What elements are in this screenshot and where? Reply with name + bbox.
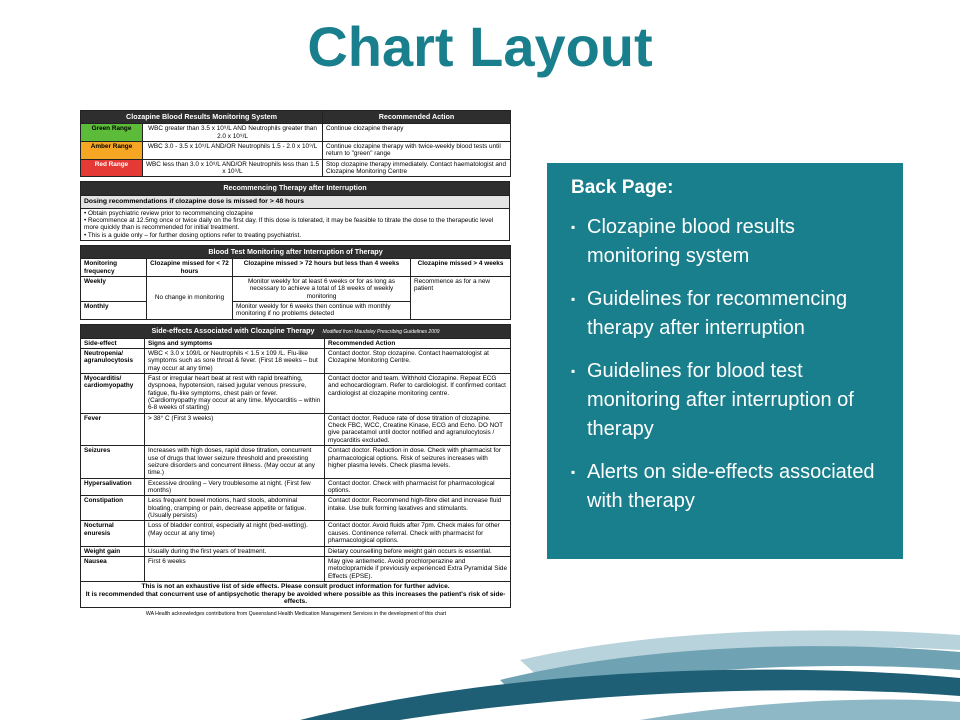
red-range-criteria: WBC less than 3.0 x 10⁹/L AND/OR Neutrophils less than 1.5 x 10⁹/L [143, 159, 323, 177]
red-range-label: Red Range [81, 159, 143, 177]
side-effect-action: Contact doctor. Reduce rate of dose titration of clozapine. Check FBC, WCC, Creatine Kinase, ECG and Echo. DO NOT give paracetamol until doctor notified and agranulocytosis / myocarditis excluded. [325, 413, 511, 445]
list-item-text: Guidelines for recommencing therapy after interruption [587, 288, 848, 339]
side-effects-header [81, 324, 511, 338]
side-effect-name: Nocturnal enuresis [81, 521, 145, 546]
list-item-text: Clozapine blood results monitoring system [587, 216, 795, 267]
side-effect-action: Contact doctor. Recommend high-fibre diet and increase fluid intake. Use bulk forming laxatives and stimulants. [325, 496, 511, 521]
square-bullet-icon: ▪ [571, 292, 576, 306]
red-range-action: Stop clozapine therapy immediately. Contact haematologist and Clozapine Monitoring Centre [323, 159, 511, 177]
green-range-action: Continue clozapine therapy [323, 124, 511, 142]
missed-over-4w-header: Clozapine missed > 4 weeks [411, 259, 511, 277]
amber-range-criteria: WBC 3.0 - 3.5 x 10⁹/L AND/OR Neutrophils 1.5 - 2.0 x 10⁹/L [143, 142, 323, 160]
acknowledgement: WA Health acknowledges contributions from Queensland Health Medication Management Services in the development of this chart [145, 610, 447, 617]
side-effect-signs: > 38° C (First 3 weeks) [145, 413, 325, 445]
table-row [81, 556, 511, 581]
side-effect-signs: First 6 weeks [145, 556, 325, 581]
panel-heading: Back Page: [571, 177, 674, 198]
list-item-text: Guidelines for blood test monitoring after interruption of therapy [587, 360, 854, 440]
green-range-label: Green Range [81, 124, 143, 142]
decorative-swoosh [0, 600, 960, 720]
table-row [81, 348, 511, 373]
side-effect-name: Seizures [81, 446, 145, 478]
side-effect-action: Contact doctor. Check with pharmacist for pharmacological options. [325, 478, 511, 496]
table-row [81, 496, 511, 521]
side-effect-name: Hypersalivation [81, 478, 145, 496]
side-effect-action: Dietary counselling before weight gain occurs is essential. [325, 546, 511, 556]
list-item [571, 357, 887, 444]
side-effect-signs: Excessive drooling – Very troublesome at night. (First few months) [145, 478, 325, 496]
table-row [81, 546, 511, 556]
side-effects-source-note: Modified from Maudsley Prescribing Guidelines 2009 [322, 328, 440, 335]
green-range-row [81, 124, 511, 142]
chart-layout-sheet [80, 110, 512, 680]
list-item-text: Alerts on side-effects associated with therapy [587, 461, 875, 512]
weekly-monitoring-cell: Monitor weekly for at least 6 weeks or for as long as necessary to achieve a total of 18 weeks of weekly monitoring [233, 276, 411, 301]
side-effect-name: Fever [81, 413, 145, 445]
side-effect-action: Contact doctor and team. Withhold Clozapine. Repeat ECG and echocardiogram. Refer to cardiologist. If confirmed contact cardiologist at clozapine monitoring centre. [325, 373, 511, 413]
square-bullet-icon: ▪ [571, 364, 576, 378]
signs-symptoms-col-header: Signs and symptoms [145, 338, 325, 348]
monthly-monitoring-cell: Monitor weekly for 6 weeks then continue with monthly monitoring if no problems detected [233, 302, 411, 320]
recommencing-bullet: • Recommence at 12.5mg once or twice daily on the first day. If this dose is tolerated, it may be feasible to titrate the dose to the therapeutic level more quickly than is recommended for initial treatment. [84, 217, 506, 232]
disclaimer-line: It is recommended that concurrent use of antipsychotic therapy be avoided where possible as this increases the patient's risk of side-effects. [85, 590, 506, 606]
missed-under-72h-header: Clozapine missed for < 72 hours [147, 259, 233, 277]
square-bullet-icon: ▪ [571, 220, 576, 234]
list-item [571, 213, 887, 271]
side-effect-signs: Less frequent bowel motions, hard stools, abdominal bloating, cramping or pain, decrease appetite or fatigue. (Usually persists) [145, 496, 325, 521]
recommencing-bullet: • Obtain psychiatric review prior to recommencing clozapine [84, 210, 506, 217]
blood-results-header: Clozapine Blood Results Monitoring System [81, 111, 323, 124]
disclaimer-line: This is not an exhaustive list of side effects. Please consult product information for further advice. [141, 582, 450, 590]
recommencing-bullet: • This is a guide only – for further dosing options refer to treating psychiatrist. [84, 232, 506, 239]
monitoring-frequency-header: Monitoring frequency [81, 259, 147, 277]
blood-results-table [80, 110, 511, 177]
amber-range-row [81, 142, 511, 160]
recommencing-subheader: Dosing recommendations if clozapine dose is missed for > 48 hours [81, 195, 510, 208]
recommencing-therapy-table [80, 181, 510, 241]
side-effect-signs: Increases with high doses, rapid dose titration, concurrent use of drugs that lower seizure threshold and preexisting seizure disorders and concurrent illness. (May occur at any time.) [145, 446, 325, 478]
table-row [81, 413, 511, 445]
side-effect-action: Contact doctor. Stop clozapine. Contact haematologist at Clozapine Monitoring Centre. [325, 348, 511, 373]
swoosh-band-bottom [640, 699, 960, 720]
table-row [81, 478, 511, 496]
side-effect-signs: Fast or irregular heart beat at rest with rapid breathing, dyspnoea, hypotension, raised jugular venous pressure, fatigue, flu-like symptoms, chest pain or fever. (Cardiomyopathy may occur at any time. Myocarditis – within 6-8 weeks of starting) [145, 373, 325, 413]
recommended-action-col-header: Recommended Action [325, 338, 511, 348]
no-change-cell: No change in monitoring [147, 276, 233, 319]
green-range-criteria: WBC greater than 3.5 x 10⁹/L AND Neutrophils greater than 2.0 x 10⁹/L [143, 124, 323, 142]
blood-test-header: Blood Test Monitoring after Interruption of Therapy [81, 245, 511, 258]
side-effect-action: Contact doctor. Reduction in dose. Check with pharmacist for pharmacological options. Risk of seizures increases with higher plasma levels. Check plasma levels. [325, 446, 511, 478]
side-effect-signs: Usually during the first years of treatment. [145, 546, 325, 556]
side-effect-signs: Loss of bladder control, especially at night (bed-wetting). (May occur at any time) [145, 521, 325, 546]
side-effects-title: Side-effects Associated with Clozapine Therapy [151, 325, 315, 335]
side-effect-action: May give antiemetic. Avoid prochlorperazine and metoclopramide if previously experienced Extra Pyramidal Side Effects (EPSE). [325, 556, 511, 581]
side-effect-action: Contact doctor. Avoid fluids after 7pm. Check males for other causes. Continence referral. Check with pharmacist for pharmacological options. [325, 521, 511, 546]
side-effect-name: Neutropenia/ agranulocytosis [81, 348, 145, 373]
recommended-action-header: Recommended Action [323, 111, 511, 124]
side-effects-table [80, 324, 511, 608]
table-row [81, 373, 511, 413]
amber-range-label: Amber Range [81, 142, 143, 160]
weekly-label: Weekly [81, 276, 147, 301]
side-effect-name: Weight gain [81, 546, 145, 556]
back-page-panel [547, 163, 903, 559]
side-effect-col-header: Side-effect [81, 338, 145, 348]
red-range-row [81, 159, 511, 177]
side-effect-signs: WBC < 3.0 x 109/L or Neutrophils < 1.5 x 109 /L. Flu-like symptoms such as sore throat & fever. (First 18 weeks – but may occur at any time) [145, 348, 325, 373]
side-effect-name: Myocarditis/ cardiomyopathy [81, 373, 145, 413]
square-bullet-icon: ▪ [571, 465, 576, 479]
blood-test-monitoring-table [80, 245, 511, 320]
side-effect-name: Nausea [81, 556, 145, 581]
slide-title: Chart Layout [307, 15, 653, 78]
table-row [81, 446, 511, 478]
panel-list [571, 213, 887, 516]
table-row [81, 521, 511, 546]
new-patient-cell: Recommence as for a new patient [411, 276, 511, 319]
missed-72h-to-4w-header: Clozapine missed > 72 hours but less than 4 weeks [233, 259, 411, 277]
list-item [571, 285, 887, 343]
monthly-label: Monthly [81, 302, 147, 320]
side-effect-name: Constipation [81, 496, 145, 521]
amber-range-action: Continue clozapine therapy with twice-weekly blood tests until return to "green" range [323, 142, 511, 160]
recommencing-guidance [81, 208, 510, 240]
list-item [571, 458, 887, 516]
recommencing-header: Recommencing Therapy after Interruption [81, 182, 510, 195]
